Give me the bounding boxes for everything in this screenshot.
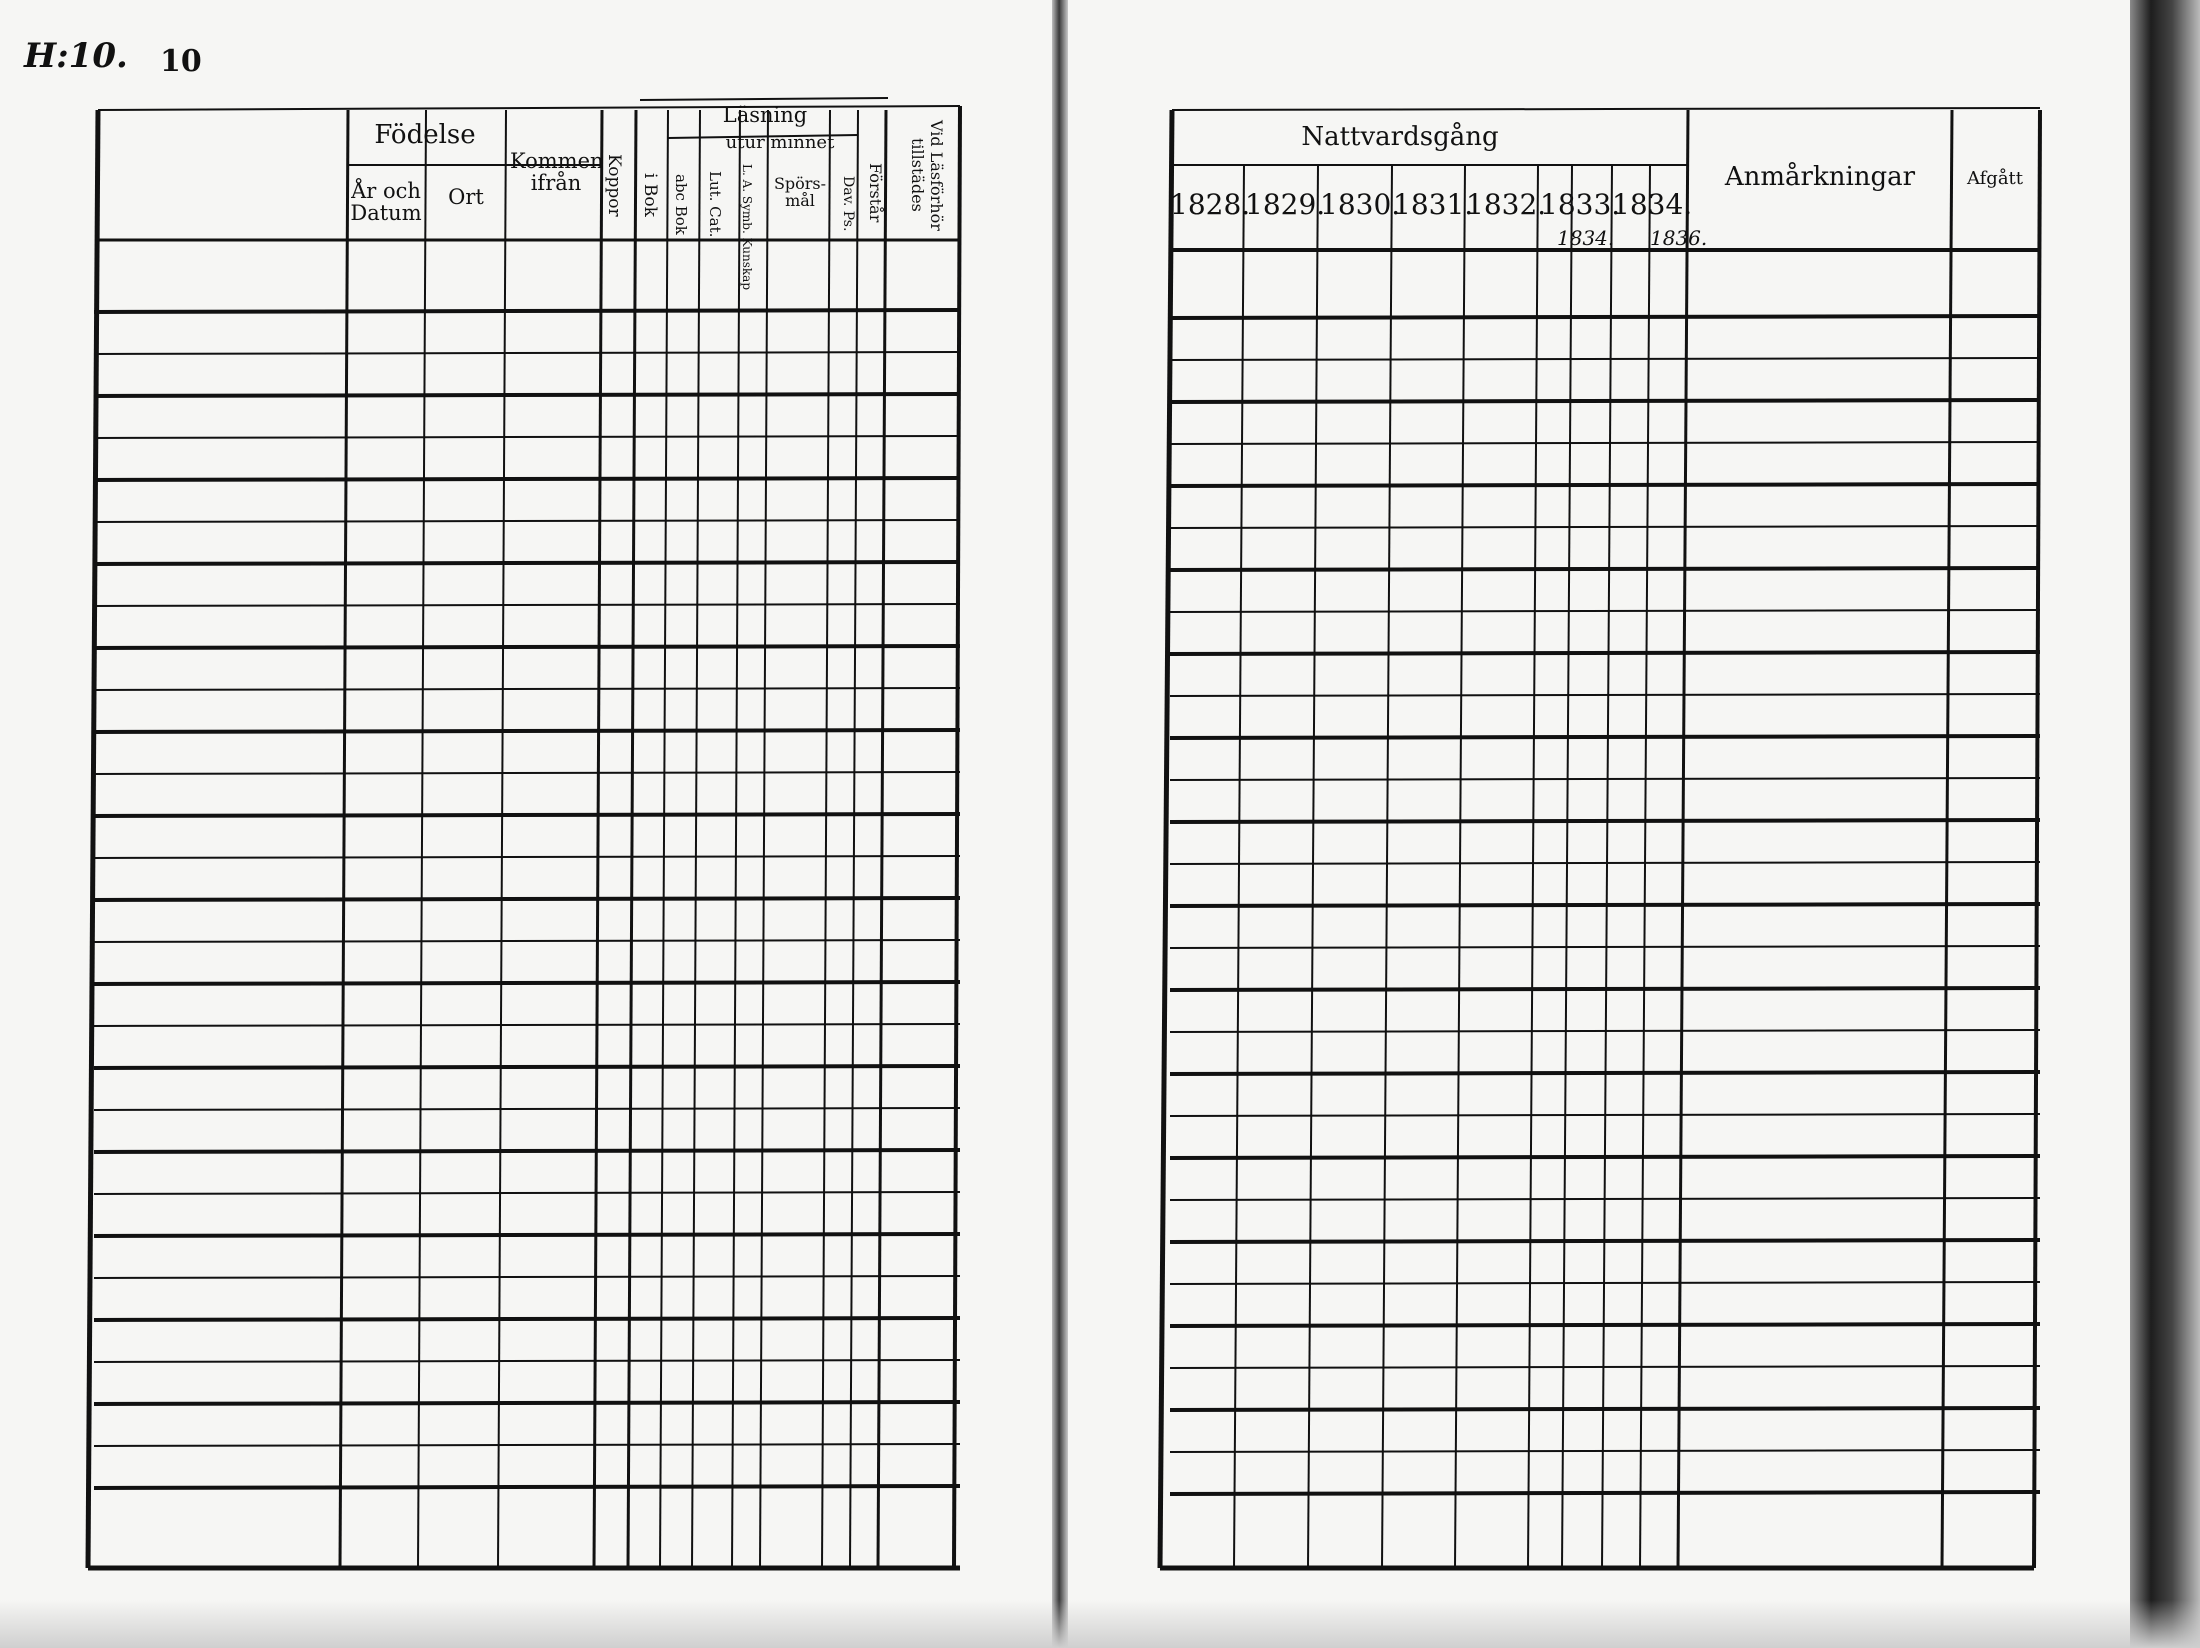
left-row-rule-16 bbox=[94, 940, 960, 942]
right-row-rule-24 bbox=[1170, 1282, 2040, 1284]
left-row-rule-13 bbox=[94, 814, 960, 816]
header-anmarkningar: Anmårkningar bbox=[1724, 162, 1916, 192]
header-utur-minnet: utur minnet bbox=[725, 132, 835, 153]
right-table-right-border bbox=[2034, 110, 2040, 1568]
right-row-rule-21 bbox=[1170, 1156, 2040, 1158]
right-row-rule-7 bbox=[1170, 568, 2040, 570]
right-row-rule-6 bbox=[1170, 526, 2040, 528]
left-row-rule-18 bbox=[94, 1024, 960, 1026]
right-row-rule-11 bbox=[1170, 736, 2040, 738]
header-vid-lasforhor: Vid Läsförhör tillstädes bbox=[908, 119, 946, 231]
right-row-rule-22 bbox=[1170, 1198, 2040, 1200]
left-row-rule-8 bbox=[94, 604, 960, 606]
right-column-rule-6 bbox=[1562, 165, 1572, 1568]
left-column-rule-6 bbox=[660, 110, 668, 1568]
left-row-rule-14 bbox=[94, 856, 960, 858]
right-row-rule-16 bbox=[1170, 946, 2040, 948]
left-column-rule-11 bbox=[850, 110, 858, 1568]
year-added-1834: 1834. bbox=[1557, 226, 1615, 250]
right-row-rule-19 bbox=[1170, 1072, 2040, 1074]
left-column-rule-10 bbox=[822, 110, 830, 1568]
left-row-rule-19 bbox=[94, 1066, 960, 1068]
header-dav-ps: Dav. Ps. bbox=[840, 176, 856, 232]
header-l-a-symb: L. A. Symb. Kunskap bbox=[740, 164, 754, 291]
left-row-rule-10 bbox=[94, 688, 960, 690]
right-row-rule-1 bbox=[1170, 316, 2040, 318]
left-row-rule-4 bbox=[94, 436, 960, 438]
left-row-rule-22 bbox=[94, 1192, 960, 1194]
right-row-rule-18 bbox=[1170, 1030, 2040, 1032]
left-column-rule-1 bbox=[340, 110, 348, 1568]
header-koppor: Koppor bbox=[604, 153, 624, 217]
left-column-rule-2 bbox=[418, 110, 426, 1568]
header-forstar: Förstår bbox=[866, 163, 885, 223]
left-column-rule-9 bbox=[760, 110, 768, 1568]
header-fodelse: Födelse bbox=[374, 120, 476, 150]
right-row-rule-15 bbox=[1170, 904, 2040, 906]
right-row-rule-25 bbox=[1170, 1324, 2040, 1326]
left-row-rule-27 bbox=[94, 1402, 960, 1404]
right-row-rule-27 bbox=[1170, 1408, 2040, 1410]
right-table-top-border bbox=[1172, 108, 2040, 110]
left-row-rule-21 bbox=[94, 1150, 960, 1152]
header-sporsmal: Spörs-mål bbox=[773, 174, 827, 210]
right-column-rule-10 bbox=[1942, 110, 1952, 1568]
left-row-rule-25 bbox=[94, 1318, 960, 1320]
right-row-rule-3 bbox=[1170, 400, 2040, 402]
left-row-rule-1 bbox=[94, 310, 960, 312]
left-row-rule-2 bbox=[94, 352, 960, 354]
right-row-rule-14 bbox=[1170, 862, 2040, 864]
right-column-rule-3 bbox=[1382, 165, 1392, 1568]
header-nattvardsgang: Nattvardsgång bbox=[1301, 122, 1499, 152]
right-row-rule-9 bbox=[1170, 652, 2040, 654]
right-row-rule-2 bbox=[1170, 358, 2040, 360]
page-number: 10 bbox=[160, 44, 202, 79]
right-row-rule-26 bbox=[1170, 1366, 2040, 1368]
left-row-rule-15 bbox=[94, 898, 960, 900]
left-column-rule-8 bbox=[732, 110, 740, 1568]
left-row-rule-28 bbox=[94, 1444, 960, 1446]
left-column-rule-5 bbox=[628, 110, 636, 1568]
left-row-rule-24 bbox=[94, 1276, 960, 1278]
left-column-rule-7 bbox=[692, 110, 700, 1568]
header-lut-cat: Lut. Cat. bbox=[706, 170, 724, 238]
right-column-rule-9 bbox=[1678, 110, 1688, 1568]
right-row-rule-8 bbox=[1170, 610, 2040, 612]
left-row-rule-29 bbox=[94, 1486, 960, 1488]
left-table-right-border bbox=[954, 106, 960, 1568]
right-column-rule-5 bbox=[1528, 165, 1538, 1568]
right-row-rule-10 bbox=[1170, 694, 2040, 696]
left-row-rule-26 bbox=[94, 1360, 960, 1362]
year-1828: 1828. bbox=[1170, 188, 1251, 221]
left-row-rule-11 bbox=[94, 730, 960, 732]
left-row-rule-12 bbox=[94, 772, 960, 774]
right-column-rule-2 bbox=[1308, 165, 1318, 1568]
right-row-rule-4 bbox=[1170, 442, 2040, 444]
year-1830: 1830. bbox=[1320, 188, 1401, 221]
right-row-rule-13 bbox=[1170, 820, 2040, 822]
left-row-rule-5 bbox=[94, 478, 960, 480]
right-row-rule-5 bbox=[1170, 484, 2040, 486]
header-ar-och-datum: År och Datum bbox=[350, 179, 422, 226]
left-column-rule-12 bbox=[878, 110, 886, 1568]
header-i-bok: i Bok bbox=[640, 173, 660, 217]
year-1834: 1834. bbox=[1612, 188, 1693, 221]
right-column-rule-7 bbox=[1602, 165, 1612, 1568]
left-lasning-top-rule bbox=[640, 98, 888, 100]
right-row-rule-12 bbox=[1170, 778, 2040, 780]
header-abc-bok: abc Bok bbox=[672, 173, 690, 235]
left-row-rule-9 bbox=[94, 646, 960, 648]
year-1831: 1831. bbox=[1393, 188, 1474, 221]
right-row-rule-28 bbox=[1170, 1450, 2040, 1452]
right-column-rule-4 bbox=[1455, 165, 1465, 1568]
left-row-rule-17 bbox=[94, 982, 960, 984]
year-1832: 1832. bbox=[1466, 188, 1547, 221]
left-row-rule-6 bbox=[94, 520, 960, 522]
left-row-rule-3 bbox=[94, 394, 960, 396]
year-1829: 1829. bbox=[1245, 188, 1326, 221]
right-row-rule-29 bbox=[1170, 1492, 2040, 1494]
header-kommen-ifran: Kommen ifrån bbox=[510, 149, 604, 196]
header-ort: Ort bbox=[448, 185, 484, 209]
header-lasning: Läsning bbox=[722, 103, 808, 127]
left-column-rule-4 bbox=[594, 110, 602, 1568]
right-row-rule-20 bbox=[1170, 1114, 2040, 1116]
header-afgatt: Afgått bbox=[1966, 168, 2024, 189]
right-column-rule-8 bbox=[1640, 165, 1650, 1568]
year-1833: 1833. bbox=[1540, 188, 1621, 221]
right-table-left-border bbox=[1160, 110, 1172, 1568]
right-column-rule-1 bbox=[1234, 165, 1244, 1568]
left-row-rule-23 bbox=[94, 1234, 960, 1236]
folio-mark: H:10. bbox=[24, 36, 128, 76]
left-row-rule-20 bbox=[94, 1108, 960, 1110]
left-column-rule-3 bbox=[498, 110, 506, 1568]
year-added-1836: 1836. bbox=[1650, 226, 1708, 250]
right-row-rule-23 bbox=[1170, 1240, 2040, 1242]
right-row-rule-17 bbox=[1170, 988, 2040, 990]
left-table-left-border bbox=[88, 110, 98, 1568]
left-row-rule-7 bbox=[94, 562, 960, 564]
